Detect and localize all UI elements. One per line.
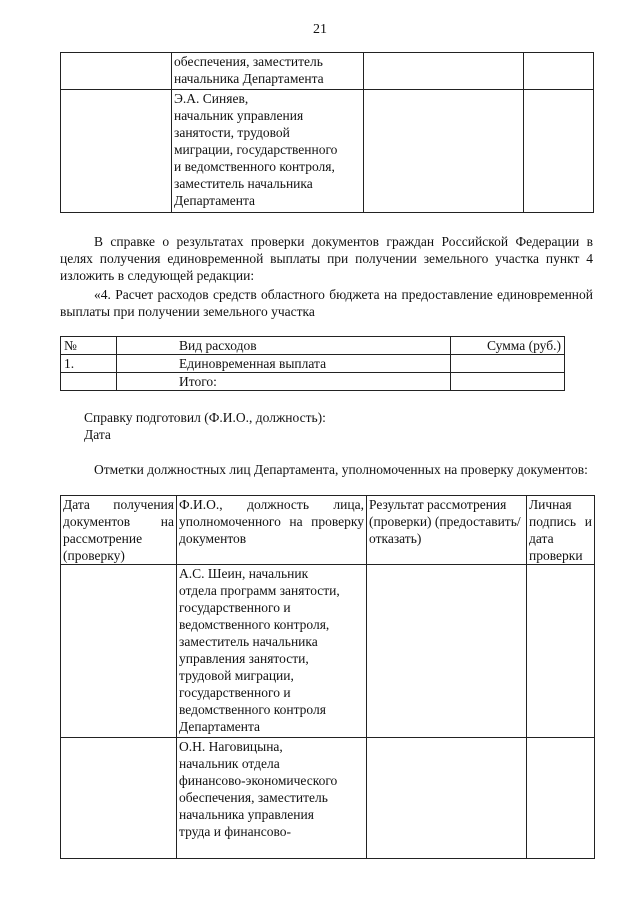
header-cell: Личная подпись и дата проверки: [527, 496, 595, 565]
table-cell: [364, 90, 524, 213]
table-cell: [367, 738, 527, 859]
prepared-by-label: Справку подготовил (Ф.И.О., должность):: [84, 410, 326, 425]
header-cell: Ф.И.О., должность лица, уполномоченного на проверку документов: [177, 496, 367, 565]
table-cell: Единовременная выплата: [117, 355, 451, 373]
table-row: [61, 738, 595, 859]
officials-table-top: [60, 52, 594, 213]
table-cell: [61, 565, 177, 738]
table-cell: [61, 53, 172, 90]
item-4-paragraph: [60, 286, 593, 320]
table-cell: 1.: [61, 355, 117, 373]
table-cell: [451, 355, 565, 373]
page-number: 21: [313, 22, 327, 37]
officials-table: [60, 495, 595, 859]
table-cell: [527, 565, 595, 738]
table-cell: А.С. Шеин, начальник отдела программ занятости, государственного и ведомственного контроля, заместитель начальника управления занятости, трудовой миграции, государственного и ведомственного контроля Департамента: [177, 565, 367, 738]
expenses-table: [60, 336, 565, 391]
table-cell: [61, 738, 177, 859]
table-cell: [524, 90, 594, 213]
paragraph-text: «4. Расчет расходов средств областного бюджета на предоставление единовременной выплаты при получении земельного участка: [60, 287, 593, 319]
table-header-row: [61, 337, 565, 355]
paragraph-text: В справке о результатах проверки документов граждан Российской Федерации в целях получения единовременной выплаты при получении земельного участка пункт 4 изложить в следующей редакции:: [60, 234, 593, 283]
table-cell: [61, 90, 172, 213]
table-cell: [367, 565, 527, 738]
table-row: [61, 565, 595, 738]
header-cell: №: [61, 337, 117, 355]
header-cell: Вид расходов: [117, 337, 451, 355]
table-row: [61, 373, 565, 391]
table-cell: [527, 738, 595, 859]
table-row: [61, 90, 594, 213]
marks-paragraph: [60, 461, 593, 478]
table-cell: О.Н. Наговицына, начальник отдела финансово-экономического обеспечения, заместитель начальника управления труда и финансово-: [177, 738, 367, 859]
table-row: [61, 53, 594, 90]
amendment-paragraph: [60, 233, 593, 284]
table-cell: обеспечения, заместитель начальника Департамента: [172, 53, 364, 90]
header-cell: Дата получения документов на рассмотрение (проверку): [61, 496, 177, 565]
table-cell: [451, 373, 565, 391]
table-cell: [61, 373, 117, 391]
table-cell: Э.А. Синяев, начальник управления занятости, трудовой миграции, государственного и ведомственного контроля, заместитель начальника Департамента: [172, 90, 364, 213]
table-header-row: [61, 496, 595, 565]
paragraph-text: Отметки должностных лиц Департамента, уполномоченных на проверку документов:: [94, 462, 588, 477]
table-row: [61, 355, 565, 373]
header-cell: Сумма (руб.): [451, 337, 565, 355]
header-cell: Результат рассмотрения (проверки) (предоставить/отказать): [367, 496, 527, 565]
date-label: Дата: [84, 427, 111, 442]
table-cell: Итого:: [117, 373, 451, 391]
table-cell: [364, 53, 524, 90]
table-cell: [524, 53, 594, 90]
